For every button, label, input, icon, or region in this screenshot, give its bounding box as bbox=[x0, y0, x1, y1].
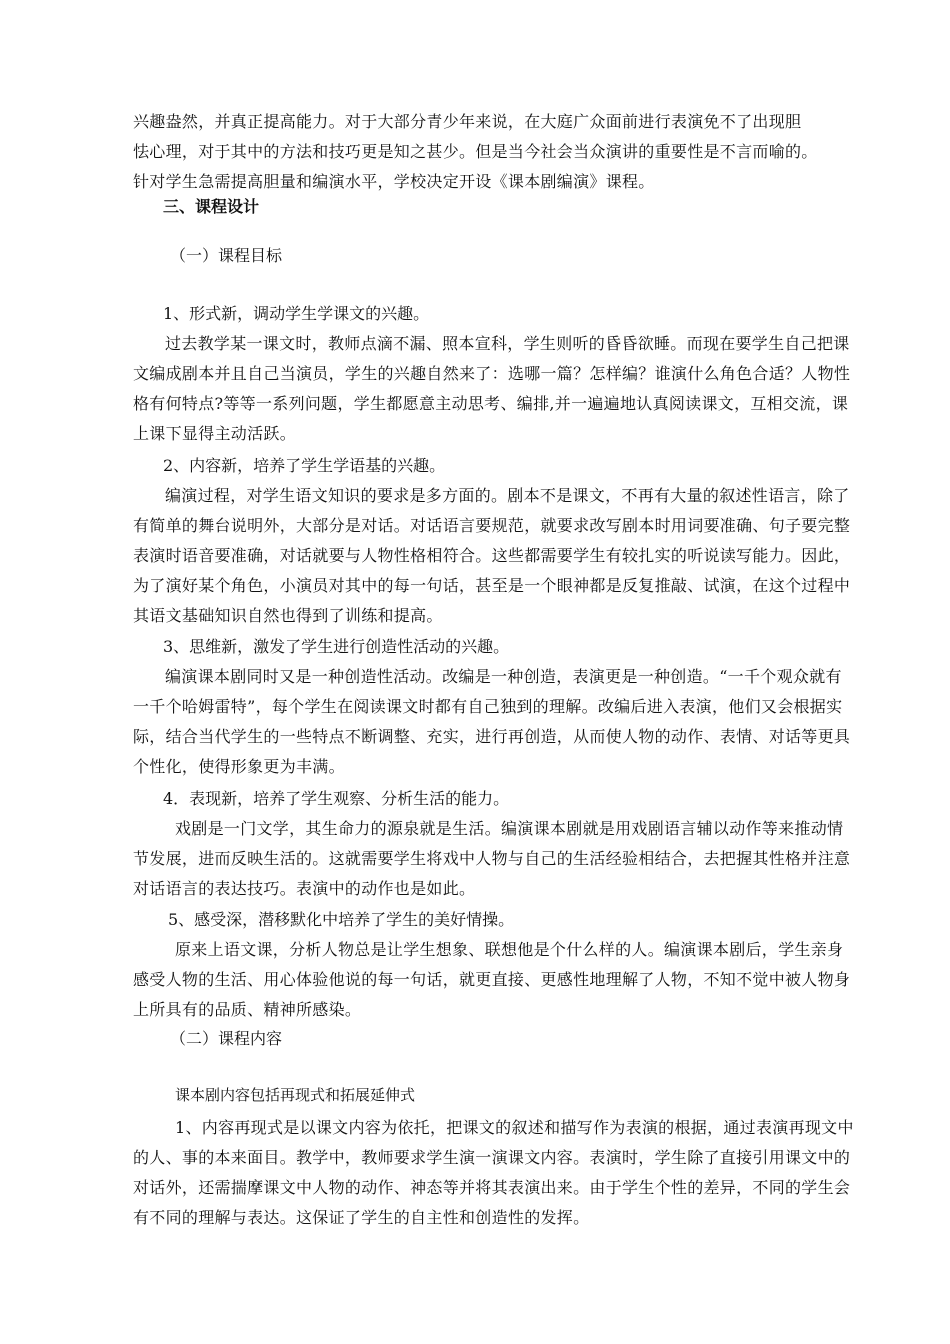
goal-item-title: 2、内容新，培养了学生学语基的兴趣。 bbox=[163, 456, 446, 475]
text-line: 兴趣盎然，并真正提高能力。对于大部分青少年来说，在大庭广众面前进行表演免不了出现胆 bbox=[133, 112, 802, 131]
text-line: 编演过程，对学生语文知识的要求是多方面的。剧本不是课文，不再有大量的叙述性语言，除了 bbox=[165, 486, 850, 505]
text-line: 表演时语音要准确，对话就要与人物性格相符合。这些都需要学生有较扎实的听说读写能力。因此， bbox=[133, 546, 851, 565]
goal-item-paragraph bbox=[133, 329, 893, 449]
goal-item-title: 4．表现新，培养了学生观察、分析生活的能力。 bbox=[163, 789, 510, 808]
text-line: 感受人物的生活、用心体验他说的每一句话，就更直接、更感性地理解了人物，不知不觉中被人物身 bbox=[133, 970, 851, 989]
text-line: 原来上语文课，分析人物总是让学生想象、联想他是个什么样的人。编演课本剧后，学生亲身 bbox=[175, 940, 844, 959]
section-heading: 三、课程设计 bbox=[163, 197, 260, 216]
text-line: 戏剧是一门文学，其生命力的源泉就是生活。编演课本剧就是用戏剧语言辅以动作等来推动情 bbox=[175, 819, 844, 838]
text-line: 其语文基础知识自然也得到了训练和提高。 bbox=[133, 606, 443, 625]
goal-item-paragraph bbox=[133, 814, 893, 904]
goal-item-paragraph bbox=[133, 935, 893, 1025]
subsection-heading-goals: （一）课程目标 bbox=[170, 246, 283, 265]
content-subtitle: 课本剧内容包括再现式和拓展延伸式 bbox=[175, 1086, 416, 1104]
text-line: 的人、事的本来面目。教学中，教师要求学生演一演课文内容。表演时，学生除了直接引用课文中的 bbox=[133, 1148, 851, 1167]
text-line: 对话外，还需揣摩课文中人物的动作、神态等并将其表演出来。由于学生个性的差异，不同的学生会 bbox=[133, 1178, 851, 1197]
intro-paragraph bbox=[133, 107, 893, 197]
content-item-paragraph bbox=[133, 1113, 893, 1233]
text-line: 1、内容再现式是以课文内容为依托，把课文的叙述和描写作为表演的根据，通过表演再现文中 bbox=[175, 1118, 854, 1137]
text-line: 一千个哈姆雷特”，每个学生在阅读课文时都有自己独到的理解。改编后进入表演，他们又会根据实 bbox=[133, 697, 843, 716]
goal-item-paragraph bbox=[133, 481, 893, 631]
text-line: 针对学生急需提高胆量和编演水平，学校决定开设《课本剧编演》课程。 bbox=[133, 172, 655, 191]
text-line: 个性化，使得形象更为丰满。 bbox=[133, 757, 345, 776]
text-line: 有不同的理解与表达。这保证了学生的自主性和创造性的发挥。 bbox=[133, 1208, 590, 1227]
goal-item-title: 3、思维新，激发了学生进行创造性活动的兴趣。 bbox=[163, 637, 510, 656]
goal-item-title: 5、感受深，潜移默化中培养了学生的美好情操。 bbox=[168, 910, 515, 929]
subsection-heading-content: （二）课程内容 bbox=[170, 1029, 283, 1048]
goal-item-title: 1、形式新，调动学生学课文的兴趣。 bbox=[163, 304, 430, 323]
text-line: 际，结合当代学生的一些特点不断调整、充实，进行再创造，从而使人物的动作、表情、对话等更具 bbox=[133, 727, 851, 746]
text-line: 上所具有的品质、精神所感染。 bbox=[133, 1000, 362, 1019]
text-line: 为了演好某个角色，小演员对其中的每一句话，甚至是一个眼神都是反复推敲、试演，在这个过程中 bbox=[133, 576, 851, 595]
goal-item-paragraph bbox=[133, 662, 893, 782]
text-line: 有简单的舞台说明外，大部分是对话。对话语言要规范，就要求改写剧本时用词要准确、句子要完整 bbox=[133, 516, 851, 535]
text-line: 编演课本剧同时又是一种创造性活动。改编是一种创造，表演更是一种创造。“一千个观众就有 bbox=[165, 667, 842, 686]
text-line: 文编成剧本并且自己当演员，学生的兴趣自然来了：选哪一篇？怎样编？谁演什么角色合适？人物性 bbox=[133, 364, 851, 383]
text-line: 上课下显得主动活跃。 bbox=[133, 424, 297, 443]
text-line: 过去教学某一课文时，教师点滴不漏、照本宣科，学生则听的昏昏欲睡。而现在要学生自己把课 bbox=[165, 334, 850, 353]
text-line: 节发展，进而反映生活的。这就需要学生将戏中人物与自己的生活经验相结合，去把握其性格并注意 bbox=[133, 849, 851, 868]
text-line: 格有何特点?等等一系列问题，学生都愿意主动思考、编排,并一遍遍地认真阅读课文，互相交流，课 bbox=[133, 394, 849, 413]
text-line: 怯心理，对于其中的方法和技巧更是知之甚少。但是当今社会当众演讲的重要性是不言而喻的。 bbox=[133, 142, 818, 161]
text-line: 对话语言的表达技巧。表演中的动作也是如此。 bbox=[133, 879, 476, 898]
